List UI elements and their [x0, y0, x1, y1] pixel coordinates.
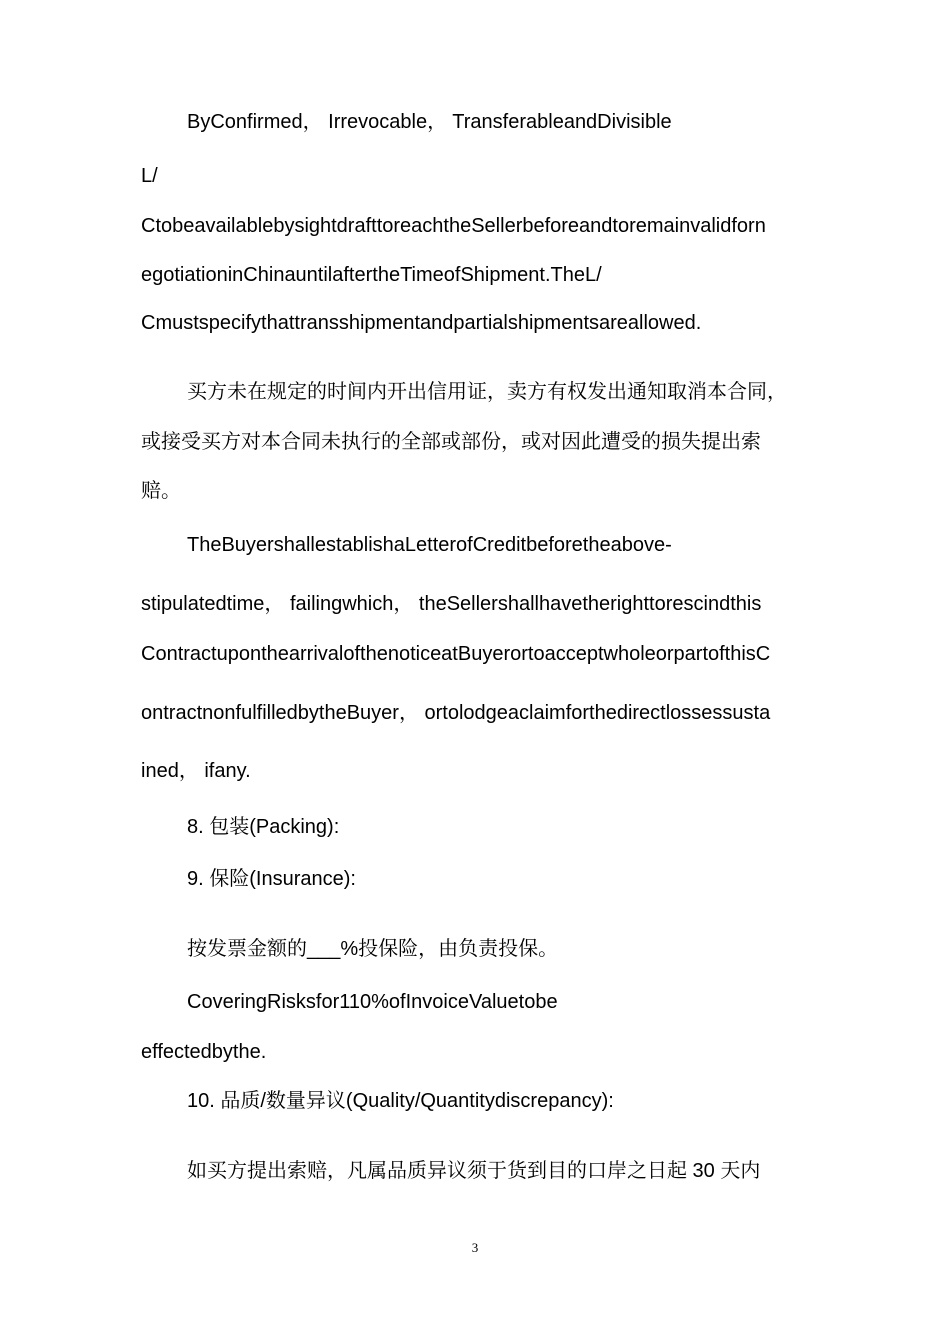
text-line: effectedbythe. [141, 1041, 267, 1063]
text-line: 或接受买方对本合同未执行的全部或部份，或对因此遭受的损失提出索 [141, 431, 761, 453]
page-number: 3 [471, 1240, 479, 1255]
text-line: ined， ifany. [141, 760, 251, 782]
text-line: ByConfirmed， Irrevocable， TransferableandDivisible [187, 111, 672, 133]
text-line: CtobeavailablebysightdrafttoreachtheSellerbeforeandtoremainvalidforn [141, 215, 766, 237]
text-line: L/ [141, 165, 158, 187]
section-heading: 9. 保险(Insurance): [187, 868, 356, 890]
text-line: ontractnonfulfilledbytheBuyer， ortolodgeaclaimforthedirectlossessusta [141, 702, 771, 724]
section-heading: 10. 品质/数量异议(Quality/Quantitydiscrepancy): [187, 1090, 614, 1112]
text-line: TheBuyershallestablishaLetterofCreditbeforetheabove- [187, 534, 672, 556]
text-line: Cmustspecifythattransshipmentandpartialshipmentsareallowed. [141, 312, 702, 334]
section-heading: 8. 包装(Packing): [187, 816, 340, 838]
text-line: ContractuponthearrivalofthenoticeatBuyerortoacceptwholeorpartofthisC [141, 643, 771, 665]
text-line: 买方未在规定的时间内开出信用证，卖方有权发出通知取消本合同， [187, 381, 787, 403]
text-line: stipulatedtime， failingwhich， theSellershallhavetherighttorescindthis [141, 593, 762, 615]
text-line: 赔。 [141, 480, 181, 502]
text-line: egotiationinChinauntilaftertheTimeofShipment.TheL/ [141, 264, 602, 286]
text-line: CoveringRisksfor110%ofInvoiceValuetobe [187, 991, 558, 1013]
text-line: 如买方提出索赔，凡属品质异议须于货到目的口岸之日起 30 天内 [187, 1160, 761, 1182]
text-line: 按发票金额的___%投保险，由负责投保。 [187, 938, 559, 960]
